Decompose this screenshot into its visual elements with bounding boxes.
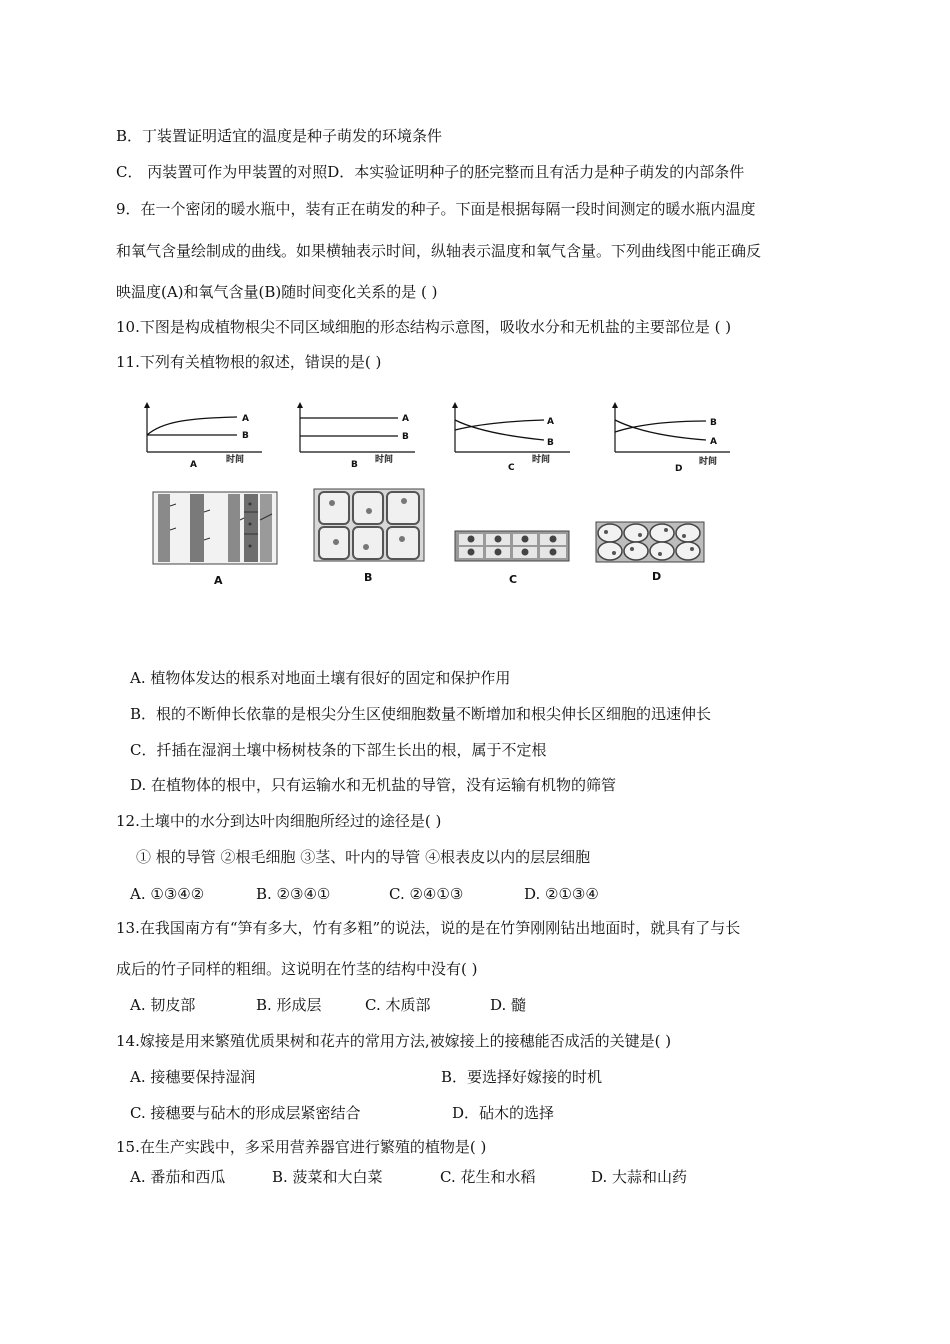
graph-c-curve-top: A [547, 417, 554, 427]
q11-option-d: D. 在植物体的根中，只有运输水和无机盐的导管，没有运输有机物的筛管 [130, 776, 617, 794]
cell-c-label: C [509, 573, 518, 586]
cell-d-label: D [652, 570, 662, 583]
q13-line-2: 成后的竹子同样的粗细。这说明在竹茎的结构中没有( ) [116, 960, 478, 978]
graph-d-curve-bottom: A [710, 437, 717, 447]
cell-b-label: B [364, 571, 373, 584]
q13-option-c: C. 木质部 [365, 996, 431, 1014]
q14-option-b: B．要选择好嫁接的时机 [441, 1068, 603, 1086]
graph-c-time: 时间 [532, 455, 551, 465]
q14-option-d: D．砧木的选择 [452, 1104, 555, 1122]
q13-option-d: D. 髓 [490, 996, 527, 1014]
q14-option-c: C. 接穗要与砧木的形成层紧密结合 [130, 1104, 361, 1122]
cell-diagram-a [150, 490, 280, 590]
q12-items: ① 根的导管 ②根毛细胞 ③茎、叶内的导管 ④根表皮以内的层层细胞 [136, 848, 591, 866]
q8-option-b: B．丁装置证明适宜的温度是种子萌发的环境条件 [116, 127, 443, 145]
graph-a-curve-top: A [242, 414, 249, 424]
q11-option-a: A. 植物体发达的根系对地面土壤有很好的固定和保护作用 [130, 669, 511, 687]
graph-b-time: 时间 [375, 455, 394, 465]
cell-a-label: A [214, 574, 223, 587]
q15-option-c: C. 花生和水稻 [440, 1168, 536, 1186]
graph-a [142, 400, 272, 480]
cell-diagram-d [594, 520, 709, 585]
q15-option-b: B. 菠菜和大白菜 [272, 1168, 383, 1186]
q13-option-b: B. 形成层 [256, 996, 322, 1014]
graph-b-curve-top: A [402, 414, 409, 424]
q14-stem: 14.嫁接是用来繁殖优质果树和花卉的常用方法,被嫁接上的接穗能否成活的关键是( ) [116, 1032, 672, 1050]
q12-option-b: B. ②③④① [256, 885, 331, 903]
graph-a-curve-bottom: B [242, 431, 249, 441]
q10-stem: 10.下图是构成植物根尖不同区域细胞的形态结构示意图，吸收水分和无机盐的主要部位是 ( ) [116, 318, 732, 336]
q11-option-b: B．根的不断伸长依靠的是根尖分生区使细胞数量不断增加和根尖伸长区细胞的迅速伸长 [130, 705, 712, 723]
q12-option-c: C. ②④①③ [389, 885, 464, 903]
q13-line-1: 13.在我国南方有“笋有多大，竹有多粗”的说法，说的是在竹笋刚刚钻出地面时，就具有了与长 [116, 919, 741, 937]
q11-stem: 11.下列有关植物根的叙述，错误的是( ) [116, 353, 382, 371]
graph-b-curve-bottom: B [402, 432, 409, 442]
q9-line-1: 9．在一个密闭的暖水瓶中，装有正在萌发的种子。下面是根据每隔一段时间测定的暖水瓶内温度 [116, 200, 756, 218]
cell-diagram-c [453, 527, 573, 587]
graph-a-time: 时间 [226, 455, 245, 465]
q13-option-a: A. 韧皮部 [130, 996, 196, 1014]
q15-option-d: D. 大蒜和山药 [591, 1168, 688, 1186]
graph-a-label: A [190, 460, 197, 470]
graph-c-label: C [508, 463, 515, 473]
q15-option-a: A. 番茄和西瓜 [130, 1168, 226, 1186]
q9-line-2: 和氧气含量绘制成的曲线。如果横轴表示时间，纵轴表示温度和氧气含量。下列曲线图中能正确反 [116, 242, 762, 260]
q14-option-a: A. 接穗要保持湿润 [130, 1068, 256, 1086]
q8-option-cd: C． 丙装置可作为甲装置的对照D．本实验证明种子的胚完整而且有活力是种子萌发的内部条件 [116, 163, 745, 181]
graph-b-label: B [351, 460, 358, 470]
q15-stem: 15.在生产实践中，多采用营养器官进行繁殖的植物是( ) [116, 1138, 487, 1156]
graph-d-label: D [675, 464, 683, 474]
graph-d-time: 时间 [699, 457, 718, 467]
q12-option-a: A. ①③④② [130, 885, 205, 903]
graph-c [450, 400, 580, 480]
q12-stem: 12.土壤中的水分到达叶肉细胞所经过的途径是( ) [116, 812, 442, 830]
q12-option-d: D. ②①③④ [524, 885, 599, 903]
q9-line-3: 映温度(A)和氧气含量(B)随时间变化关系的是 ( ) [116, 283, 438, 301]
cell-diagram-b [312, 487, 427, 587]
graph-d-curve-top: B [710, 418, 717, 428]
graph-c-curve-bottom: B [547, 438, 554, 448]
graph-b [295, 400, 425, 480]
graph-d [610, 400, 740, 480]
q11-option-c: C．扦插在湿润土壤中杨树枝条的下部生长出的根，属于不定根 [130, 741, 547, 759]
